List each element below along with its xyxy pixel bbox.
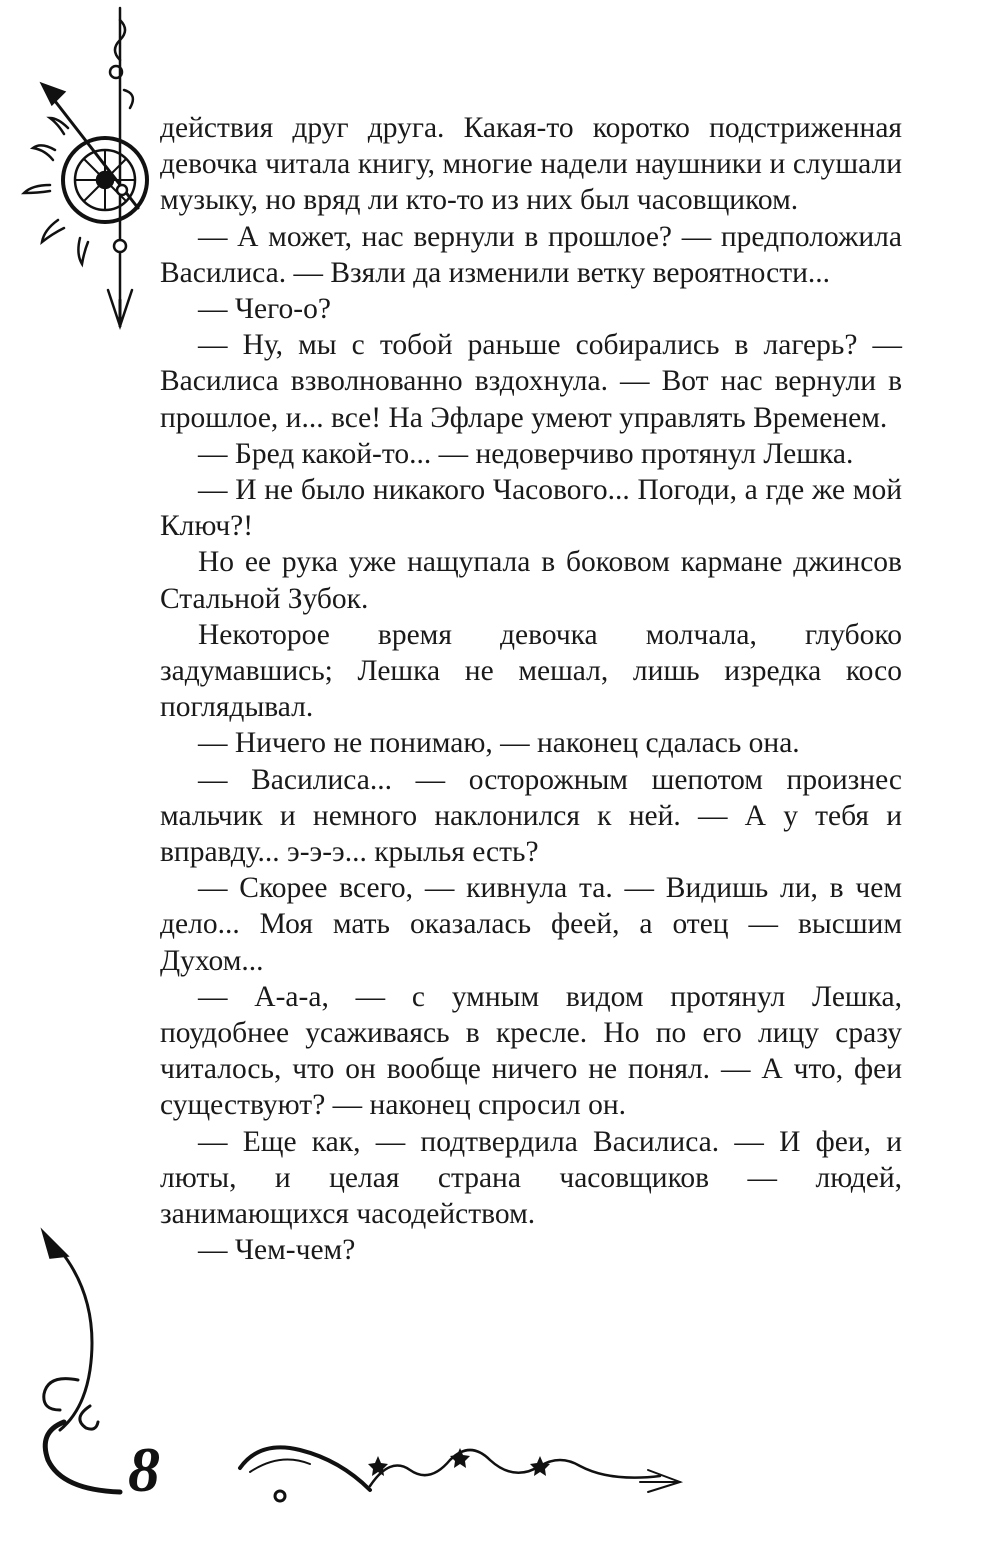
paragraph: — Ничего не понимаю, — наконец сдалась она. [198, 727, 800, 760]
paragraph: Но ее рука уже нащупала в боковом кармане джинсов Стальной Зубок. [160, 546, 902, 615]
paragraph: действия друг друга. Какая-то коротко подстриженная девочка читала книгу, многие надели наушники и слушали музыку, но вряд ли кто-то из них был часовщиком. [160, 112, 902, 217]
paragraph: — А может, нас вернули в прошлое? — предположила Василиса. — Взяли да изменили ветку вероятности... [160, 220, 902, 289]
paragraph: — Чего-о? [198, 293, 331, 326]
page-number: 8 [128, 1434, 160, 1505]
swirl-arrow-ornament-icon [20, 1210, 140, 1510]
paragraph: — А-а-а, — с умным видом протянул Лешка, поудобнее усаживаясь в кресле. Но по его лицу сразу читалось, что он вообще ничего не понял. — А что, феи существуют? — наконец спросил он. [160, 980, 902, 1122]
compass-arrow-ornament-icon [20, 0, 160, 340]
paragraph: — И не было никакого Часового... Погоди, а где же мой Ключ?! [160, 474, 902, 543]
page-text [160, 110, 902, 1269]
paragraph: — Василиса... — осторожным шепотом произнес мальчик и немного наклонился к ней. — А у тебя и вправду... э-э-э... крылья есть? [160, 763, 902, 869]
paragraph: — Еще как, — подтвердила Василиса. — И феи, и люты, и целая страна часовщиков — людей, занимающихся часодейством. [160, 1125, 902, 1231]
paragraph: — Ну, мы с тобой раньше собирались в лагерь? — Василиса взволнованно вздохнула. — Вот нас вернули в прошлое, и... все! На Эфларе умеют управлять Временем. [160, 329, 902, 434]
paragraph: — Бред какой-то... — недоверчиво протянул Лешка. [198, 437, 854, 470]
wave-stars-arrow-ornament-icon [220, 1420, 710, 1510]
paragraph: — Скорее всего, — кивнула та. — Видишь ли, в чем дело... Моя мать оказалась феей, а отец — высшим Духом... [160, 872, 902, 977]
paragraph: Некоторое время девочка молчала, глубоко задумавшись; Лешка не мешал, лишь изредка косо поглядывал. [160, 618, 902, 724]
paragraph: — Чем-чем? [198, 1234, 356, 1267]
